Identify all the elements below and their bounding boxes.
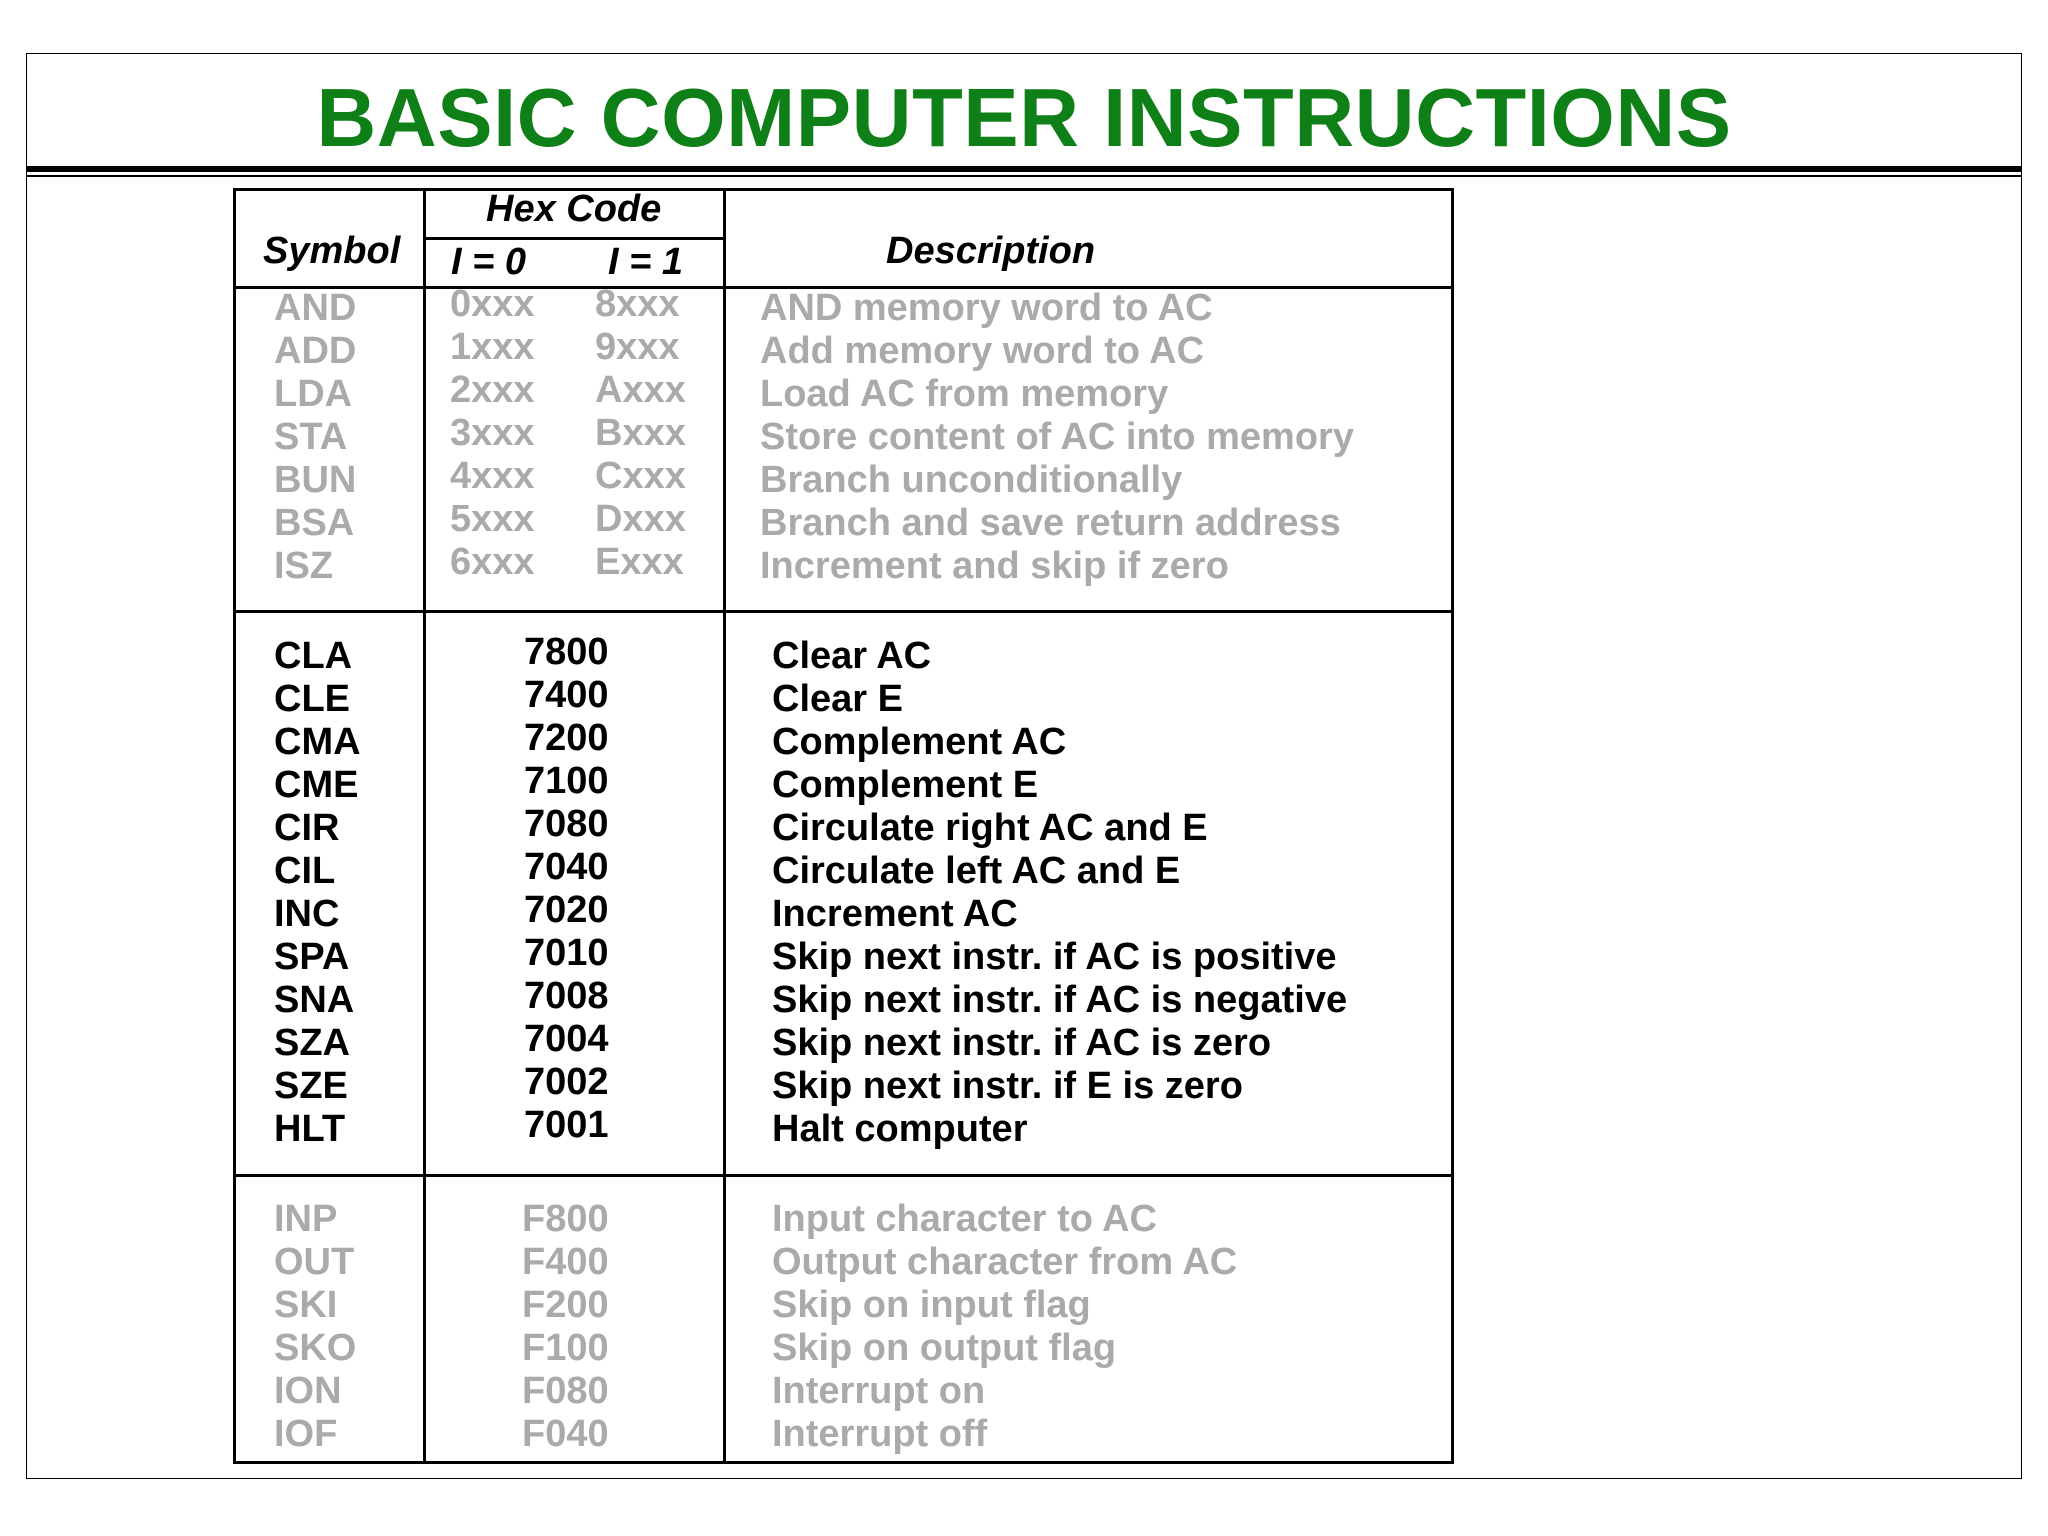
description-cell: Increment and skip if zero: [760, 545, 1229, 587]
description-cell: Increment AC: [772, 893, 1018, 935]
title-divider-thick: [26, 166, 2022, 172]
hex-cell: 7020: [524, 889, 609, 931]
description-cell: Circulate left AC and E: [772, 850, 1181, 892]
symbol-cell: INC: [274, 893, 340, 935]
group-divider-memory: [236, 610, 1451, 613]
hex-i1-cell: Exxx: [595, 541, 684, 583]
hex-cell: 7200: [524, 717, 609, 759]
hex-cell: 7001: [524, 1104, 609, 1146]
symbol-cell: ADD: [274, 330, 357, 372]
column-divider-hex: [723, 191, 726, 1461]
header-description: Description: [886, 230, 1096, 272]
group-divider-register: [236, 1174, 1451, 1177]
header-i1: I = 1: [608, 241, 683, 283]
description-cell: Skip next instr. if AC is negative: [772, 979, 1348, 1021]
symbol-cell: CLE: [274, 678, 350, 720]
hex-cell: F100: [522, 1327, 609, 1369]
header-symbol: Symbol: [263, 230, 401, 272]
symbol-cell: ION: [274, 1370, 342, 1412]
description-cell: Skip next instr. if AC is zero: [772, 1022, 1272, 1064]
hex-i1-cell: Bxxx: [595, 412, 686, 454]
hex-i0-cell: 1xxx: [450, 326, 535, 368]
hex-i0-cell: 0xxx: [450, 283, 535, 325]
symbol-cell: SKO: [274, 1327, 357, 1369]
header-hex-code: Hex Code: [486, 188, 662, 230]
symbol-cell: CLA: [274, 635, 353, 677]
hex-cell: F080: [522, 1370, 609, 1412]
symbol-cell: CME: [274, 764, 359, 806]
description-cell: Load AC from memory: [760, 373, 1169, 415]
description-cell: Circulate right AC and E: [772, 807, 1208, 849]
symbol-cell: SZA: [274, 1022, 350, 1064]
description-cell: Add memory word to AC: [760, 330, 1205, 372]
hex-i1-cell: 9xxx: [595, 326, 680, 368]
hex-cell: 7400: [524, 674, 609, 716]
symbol-cell: CIL: [274, 850, 336, 892]
hex-i0-cell: 3xxx: [450, 412, 535, 454]
hex-cell: 7010: [524, 932, 609, 974]
hex-cell: F040: [522, 1413, 609, 1455]
column-divider-symbol: [423, 191, 426, 1461]
hex-i1-cell: Axxx: [595, 369, 686, 411]
hex-cell: 7002: [524, 1061, 609, 1103]
symbol-cell: SZE: [274, 1065, 348, 1107]
hex-cell: F200: [522, 1284, 609, 1326]
symbol-cell: STA: [274, 416, 348, 458]
description-cell: Branch and save return address: [760, 502, 1341, 544]
symbol-cell: IOF: [274, 1413, 338, 1455]
hex-cell: 7080: [524, 803, 609, 845]
hex-cell: 7040: [524, 846, 609, 888]
hex-i1-cell: Dxxx: [595, 498, 686, 540]
hex-cell: 7800: [524, 631, 609, 673]
description-cell: Interrupt off: [772, 1413, 988, 1455]
description-cell: Input character to AC: [772, 1198, 1157, 1240]
hex-i0-cell: 5xxx: [450, 498, 535, 540]
hex-cell: F800: [522, 1198, 609, 1240]
symbol-cell: INP: [274, 1198, 338, 1240]
description-cell: Clear E: [772, 678, 903, 720]
symbol-cell: CMA: [274, 721, 361, 763]
description-cell: Branch unconditionally: [760, 459, 1183, 501]
header-i0: I = 0: [451, 241, 526, 283]
description-cell: Interrupt on: [772, 1370, 986, 1412]
symbol-cell: BUN: [274, 459, 357, 501]
description-cell: Skip on input flag: [772, 1284, 1091, 1326]
hex-i1-cell: 8xxx: [595, 283, 680, 325]
symbol-cell: LDA: [274, 373, 353, 415]
symbol-cell: BSA: [274, 502, 355, 544]
symbol-cell: AND: [274, 287, 357, 329]
description-cell: Halt computer: [772, 1108, 1028, 1150]
hex-i0-cell: 2xxx: [450, 369, 535, 411]
description-cell: Complement AC: [772, 721, 1067, 763]
symbol-cell: HLT: [274, 1108, 346, 1150]
description-cell: Clear AC: [772, 635, 932, 677]
description-cell: Skip on output flag: [772, 1327, 1117, 1369]
description-cell: AND memory word to AC: [760, 287, 1213, 329]
symbol-cell: OUT: [274, 1241, 355, 1283]
hex-i0-cell: 4xxx: [450, 455, 535, 497]
hex-cell: 7004: [524, 1018, 609, 1060]
hex-i1-cell: Cxxx: [595, 455, 686, 497]
hex-i0-cell: 6xxx: [450, 541, 535, 583]
description-cell: Skip next instr. if AC is positive: [772, 936, 1337, 978]
hex-cell: 7100: [524, 760, 609, 802]
description-cell: Output character from AC: [772, 1241, 1238, 1283]
description-cell: Complement E: [772, 764, 1039, 806]
symbol-cell: CIR: [274, 807, 340, 849]
hex-cell: 7008: [524, 975, 609, 1017]
page-title: BASIC COMPUTER INSTRUCTIONS: [316, 71, 1732, 164]
instruction-table: [233, 188, 1454, 1464]
hex-cell: F400: [522, 1241, 609, 1283]
symbol-cell: SKI: [274, 1284, 338, 1326]
description-cell: Skip next instr. if E is zero: [772, 1065, 1243, 1107]
title-divider-thin: [26, 175, 2022, 177]
symbol-cell: ISZ: [274, 545, 334, 587]
symbol-cell: SNA: [274, 979, 355, 1021]
description-cell: Store content of AC into memory: [760, 416, 1354, 458]
symbol-cell: SPA: [274, 936, 350, 978]
